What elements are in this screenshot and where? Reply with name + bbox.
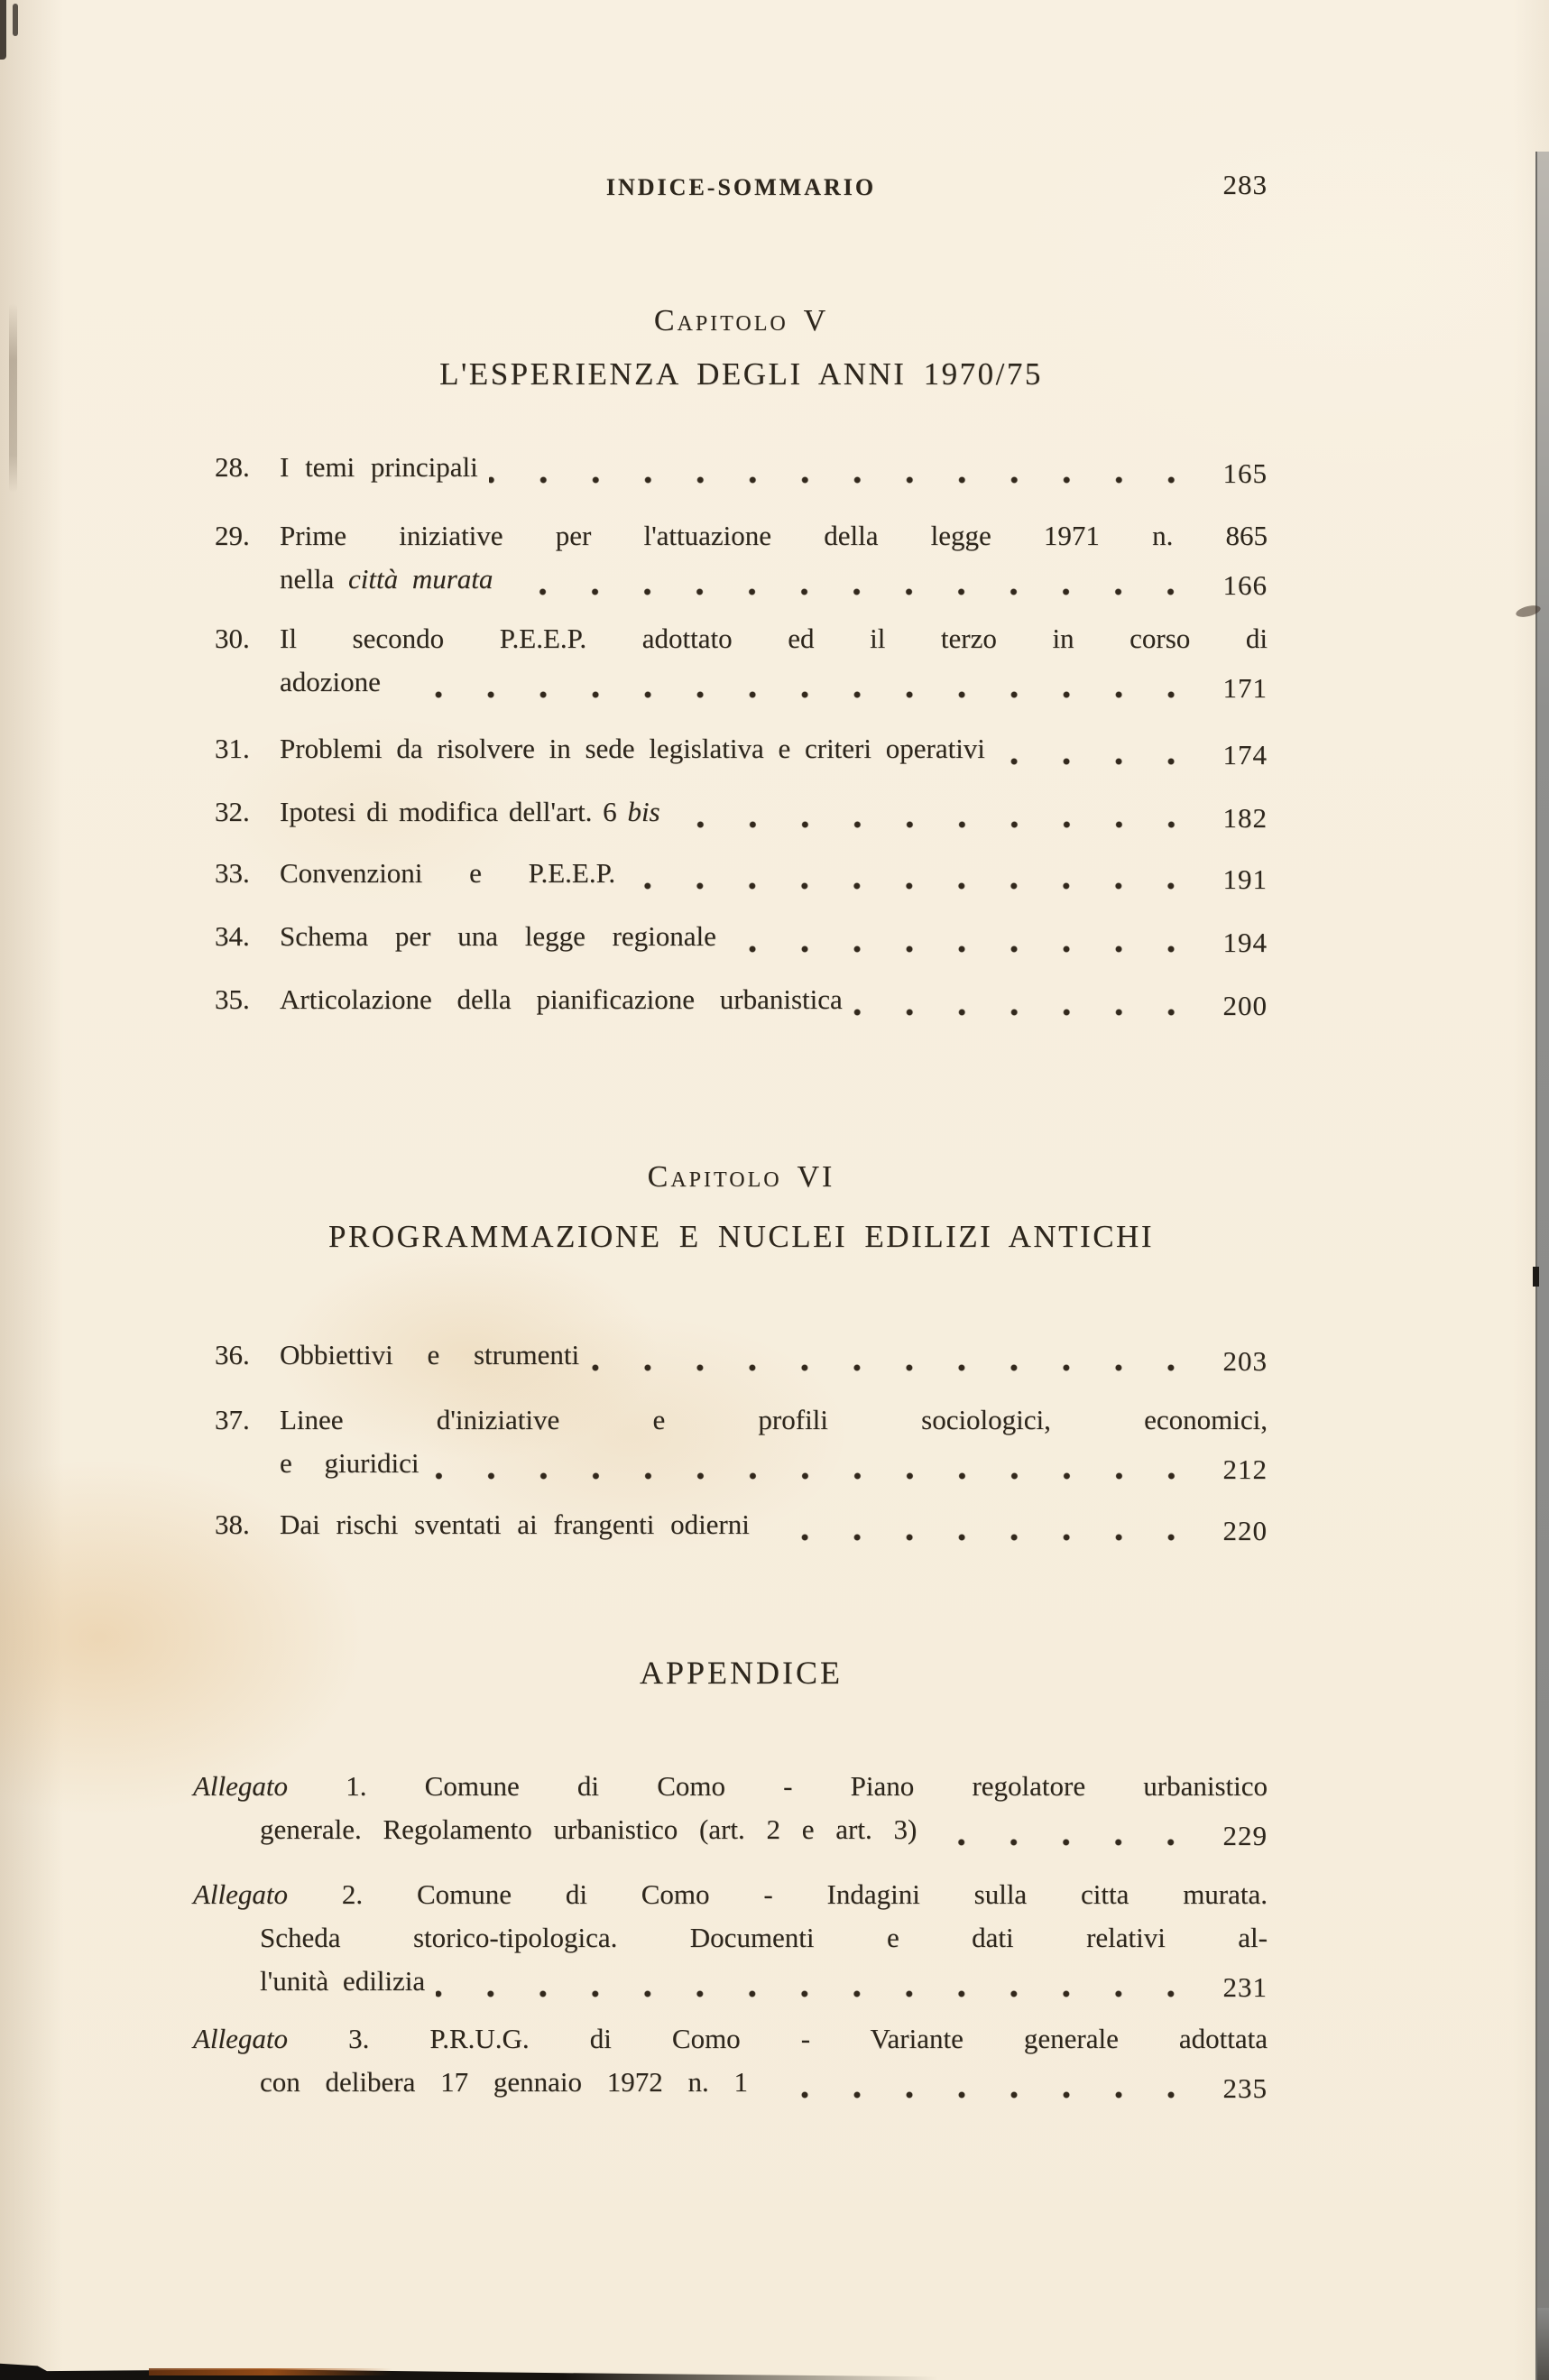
entry-text: Articolazione della pianificazione urbanistica xyxy=(280,983,843,1015)
entry-page-number: 200 xyxy=(1222,990,1268,1021)
dot-leader xyxy=(761,1505,1203,1546)
entry-page-number: 220 xyxy=(1222,1515,1268,1546)
edge-dark-dash xyxy=(1533,1267,1539,1287)
chapter5-kicker: Capitolo V xyxy=(653,304,829,337)
entry-number: 33. xyxy=(215,857,250,889)
appendix-entry-line2: Scheda storico-tipologica. Documenti e dati relativi al- xyxy=(260,1922,1268,1953)
entry-page-number: 194 xyxy=(1222,927,1268,958)
toc-entry-30 xyxy=(215,617,1268,704)
scanner-edge-strip xyxy=(1535,152,1549,2380)
appendix-entry-number: 3. xyxy=(348,2023,370,2054)
dot-leader xyxy=(392,662,1203,704)
appendix-entry-line1 xyxy=(193,1765,1268,1808)
entry-number: 28. xyxy=(215,451,250,483)
appendix-entry-text: generale. Regolamento urbanistico (art. 2 e art. 3) xyxy=(260,1813,917,1845)
appendix-entry-line1 xyxy=(193,2017,1268,2061)
running-head xyxy=(215,169,1268,201)
entry-text: adozione xyxy=(280,666,381,697)
running-header-title: INDICE-SOMMARIO xyxy=(605,174,877,200)
toc-entry-31 xyxy=(215,727,1268,770)
appendix-entry-number: 1. xyxy=(346,1770,367,1802)
appendix-entry-text: P.R.U.G. di Como - Variante generale adottata xyxy=(429,2023,1268,2054)
dot-leader xyxy=(727,917,1203,958)
appendix-entry-label: Allegato xyxy=(193,1878,289,1910)
entry-body xyxy=(280,514,1268,601)
entry-page-number: 174 xyxy=(1222,739,1268,770)
toc-entry-29 xyxy=(215,514,1268,601)
entry-page-number: 235 xyxy=(1222,2072,1268,2104)
dot-leader xyxy=(436,1961,1203,2003)
toc-entry-34 xyxy=(215,915,1268,958)
entry-body xyxy=(280,790,1268,834)
dot-leader xyxy=(489,447,1203,489)
dot-leader xyxy=(996,729,1203,770)
entry-body xyxy=(280,1333,1268,1377)
entry-body xyxy=(280,727,1268,770)
chapter6-title: PROGRAMMAZIONE E NUCLEI EDILIZI ANTICHI xyxy=(328,1219,1154,1254)
entry-text: Schema per una legge regionale xyxy=(280,920,716,952)
gutter-shadow-line xyxy=(9,303,17,493)
appendix-entry-text: l'unità edilizia xyxy=(260,1965,426,1997)
toc-entry-35 xyxy=(215,978,1268,1021)
entry-page-number: 166 xyxy=(1222,569,1268,601)
chapter6-kicker: Capitolo VI xyxy=(647,1160,835,1194)
entry-number: 29. xyxy=(215,520,250,551)
entry-page-number: 229 xyxy=(1222,1820,1268,1851)
entry-body xyxy=(280,1398,1268,1485)
appendix-entry-number: 2. xyxy=(341,1878,364,1910)
dot-leader xyxy=(927,1810,1203,1851)
entry-number: 34. xyxy=(215,920,250,952)
appendix-entry-label: Allegato xyxy=(193,2023,289,2054)
dot-leader xyxy=(590,1335,1203,1377)
appendix-entry-text: Comune di Como - Indagini sulla citta murata. xyxy=(416,1878,1268,1910)
scan-corner-mark-2 xyxy=(13,4,18,36)
toc-entry-28 xyxy=(215,446,1268,489)
toc-entry-38 xyxy=(215,1503,1268,1546)
entry-number: 36. xyxy=(215,1339,250,1370)
entry-text: e giuridici xyxy=(280,1447,420,1479)
entry-text: Ipotesi di modifica dell'art. 6 bis xyxy=(280,796,660,827)
entry-number: 35. xyxy=(215,983,250,1015)
entry-page-number: 231 xyxy=(1222,1971,1268,2003)
dot-leader xyxy=(671,792,1203,834)
chapter5-title: L'ESPERIENZA DEGLI ANNI 1970/75 xyxy=(439,356,1043,392)
appendix-entry-text: Comune di Como - Piano regolatore urbanistico xyxy=(424,1770,1268,1802)
appendix-entry-2 xyxy=(193,1873,1268,2003)
scan-bottom-streak xyxy=(149,2368,392,2375)
entry-number: 38. xyxy=(215,1508,250,1540)
entry-text-line1: Il secondo P.E.E.P. adottato ed il terzo in corso di xyxy=(280,623,1268,654)
entry-page-number: 182 xyxy=(1222,802,1268,834)
entry-body xyxy=(280,1503,1268,1546)
dot-leader xyxy=(430,1444,1203,1485)
entry-page-number: 165 xyxy=(1222,457,1268,489)
toc-entry-32 xyxy=(215,790,1268,834)
entry-number: 31. xyxy=(215,733,250,764)
entry-text-line1: Prime iniziative per l'attuazione della legge 1971 n. 865 xyxy=(280,520,1268,551)
appendix-entry-line1 xyxy=(193,1873,1268,1916)
dot-leader xyxy=(503,559,1203,601)
dot-leader xyxy=(759,2062,1203,2104)
appendix-entry-label: Allegato xyxy=(193,1770,289,1802)
toc-entry-33 xyxy=(215,852,1268,895)
entry-text: Dai rischi sventati ai frangenti odierni xyxy=(280,1508,750,1540)
appendix-entry-1 xyxy=(193,1765,1268,1851)
entry-body xyxy=(280,852,1268,895)
scan-corner-mark xyxy=(0,0,6,60)
entry-text-line1: Linee d'iniziative e profili sociologici, economici, xyxy=(280,1404,1268,1435)
dot-leader xyxy=(853,980,1203,1021)
entry-text: Problemi da risolvere in sede legislativa e criteri operativi xyxy=(280,733,985,764)
entry-page-number: 212 xyxy=(1222,1453,1268,1485)
toc-entry-37 xyxy=(215,1398,1268,1485)
entry-text: nella città murata xyxy=(280,563,493,595)
entry-text: Obbiettivi e strumenti xyxy=(280,1339,580,1370)
appendix-entry-text: con delibera 17 gennaio 1972 n. 1 xyxy=(260,2066,748,2098)
entry-body xyxy=(280,617,1268,704)
entry-number: 32. xyxy=(215,796,250,827)
folio-page-number: 283 xyxy=(1222,169,1268,200)
entry-body xyxy=(280,446,1268,489)
entry-text: Convenzioni e P.E.E.P. xyxy=(280,857,616,889)
entry-body xyxy=(280,978,1268,1021)
edge-dark-corner xyxy=(1537,2308,1549,2380)
dot-leader xyxy=(626,853,1203,895)
entry-page-number: 171 xyxy=(1222,672,1268,704)
entry-body xyxy=(280,915,1268,958)
scan-bottom-shadow xyxy=(0,2357,938,2380)
appendix-title: APPENDICE xyxy=(639,1655,844,1691)
entry-page-number: 203 xyxy=(1222,1345,1268,1377)
toc-entry-36 xyxy=(215,1333,1268,1377)
entry-number: 30. xyxy=(215,623,250,654)
entry-text: I temi principali xyxy=(280,451,478,483)
entry-number: 37. xyxy=(215,1404,250,1435)
entry-page-number: 191 xyxy=(1222,863,1268,895)
appendix-entry-3 xyxy=(193,2017,1268,2104)
